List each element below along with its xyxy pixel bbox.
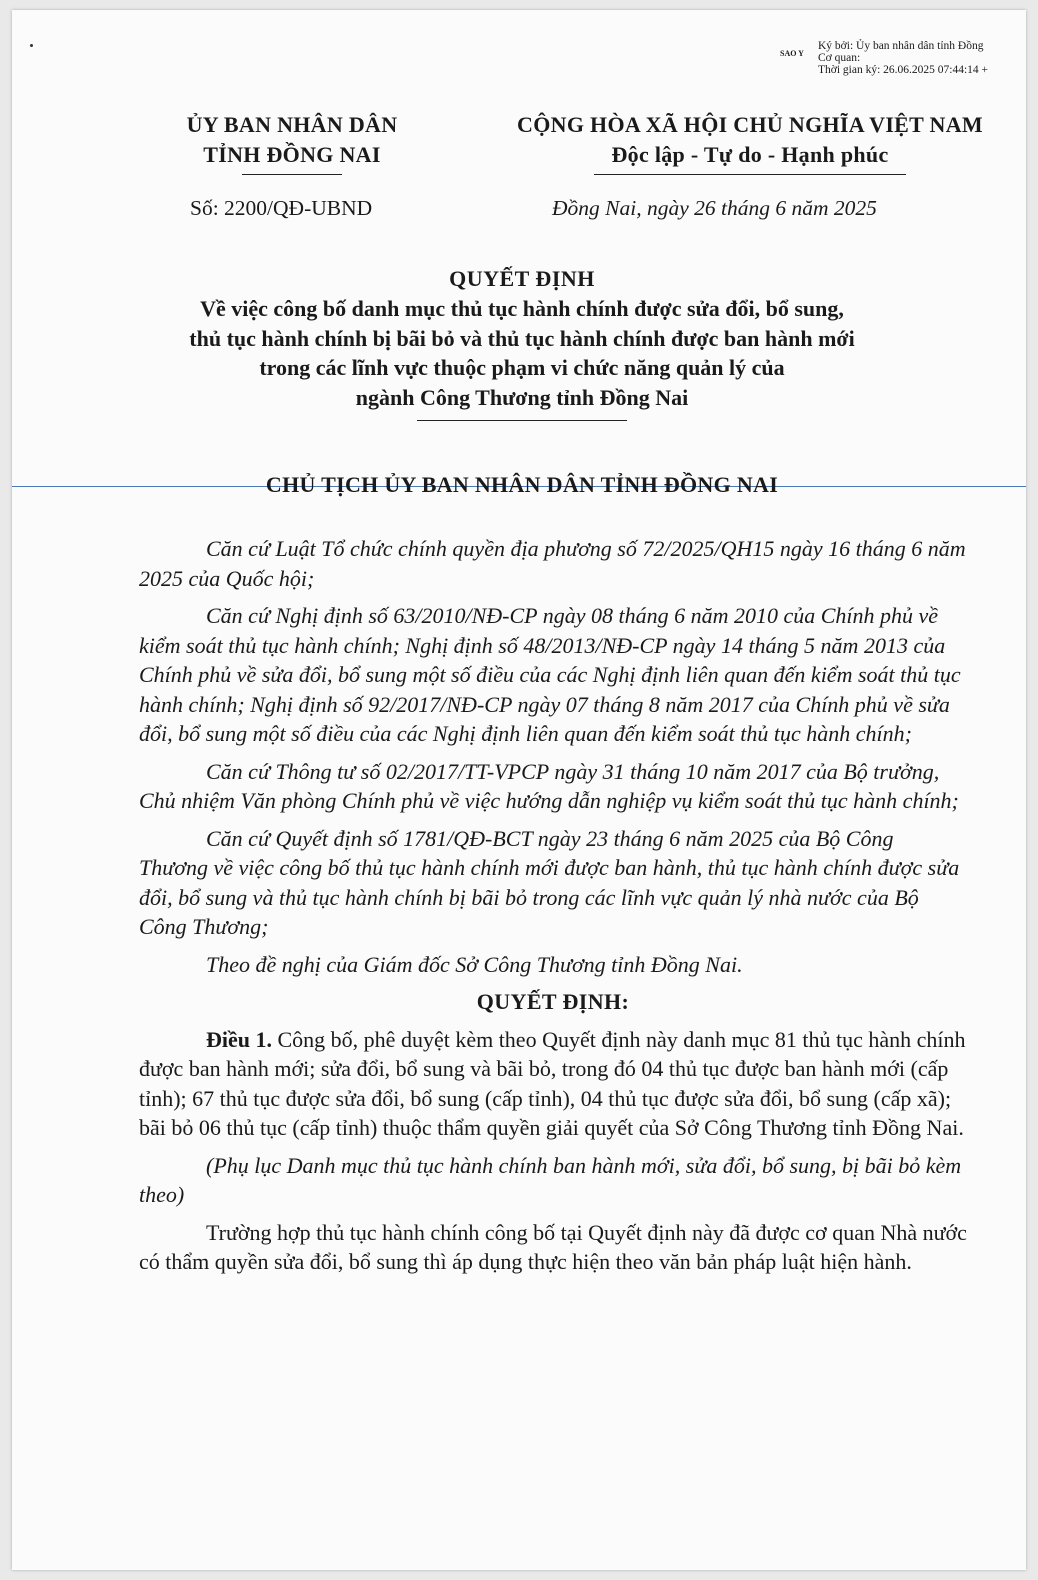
title-line2: thủ tục hành chính bị bãi bỏ và thủ tục hành chính được ban hành mới: [189, 325, 855, 351]
basis-5: Theo đề nghị của Giám đốc Sở Công Thương tỉnh Đồng Nai.: [206, 951, 743, 977]
signed-by: Ký bởi: Ủy ban nhân dân tỉnh Đồng: [818, 40, 984, 52]
title-underline: [417, 420, 627, 421]
issuer-header: [162, 110, 422, 175]
basis-2: Căn cứ Nghị định số 63/2010/NĐ-CP ngày 08 tháng 6 năm 2010 của Chính phủ về kiểm soát thủ tục hành chính; Nghị định số 48/2013/NĐ-CP ngày 14 tháng 5 năm 2013 của Chính phủ về sửa đổi, bổ sung một số điều của các Nghị định liên quan đến kiểm soát thủ tục hành chính; Nghị định số 92/2017/NĐ-CP ngày 07 tháng 8 năm 2017 của Chính phủ về sửa đổi, bổ sung một số điều của các Nghị định liên quan đến kiểm soát thủ tục hành chính;: [139, 603, 961, 746]
scan-speck: [30, 44, 33, 47]
title-heading: QUYẾT ĐỊNH: [449, 266, 595, 291]
article-1-text: Công bố, phê duyệt kèm theo Quyết định này danh mục 81 thủ tục hành chính được ban hành mới; sửa đổi, bổ sung và bãi bỏ, trong đó 04 thủ tục được ban hành mới (cấp tỉnh); 67 thủ tục được sửa đổi, bổ sung (cấp tỉnh), 04 thủ tục được sửa đổi, bổ sung (cấp xã); bãi bỏ 06 thủ tục (cấp tỉnh) thuộc thẩm quyền giải quyết của Sở Công Thương tỉnh Đồng Nai.: [139, 1026, 966, 1140]
authority-heading: CHỦ TỊCH ỦY BAN NHÂN DÂN TỈNH ĐỒNG NAI: [265, 472, 779, 497]
title-line3: trong các lĩnh vực thuộc phạm vi chức năng quản lý của: [259, 355, 785, 380]
article-1-clause: Trường hợp thủ tục hành chính công bố tại Quyết định này đã được cơ quan Nhà nước có thẩm quyền sửa đổi, bổ sung thì áp dụng thực hiện theo văn bản pháp luật hiện hành.: [139, 1219, 967, 1274]
national-motto: Độc lập - Tự do - Hạnh phúc: [611, 142, 889, 167]
appendix-note: (Phụ lục Danh mục thủ tục hành chính ban hành mới, sửa đổi, bổ sung, bị bãi bỏ kèm theo): [139, 1152, 962, 1207]
national-title: CỘNG HÒA XÃ HỘI CHỦ NGHĨA VIỆT NAM: [517, 112, 983, 137]
basis-4: Căn cứ Quyết định số 1781/QĐ-BCT ngày 23 tháng 6 năm 2025 của Bộ Công Thương về việc công bố thủ tục hành chính mới được ban hành, thủ tục hành chính được sửa đổi, bổ sung và thủ tục hành chính bị bãi bỏ trong các lĩnh vực quản lý nhà nước của Bộ Công Thương;: [139, 825, 960, 939]
article-1-label: Điều 1.: [206, 1026, 272, 1052]
document-title: [82, 264, 962, 421]
signing-time: Thời gian ký: 26.06.2025 07:44:14 +: [818, 64, 989, 76]
document-body: [139, 534, 967, 1285]
national-header: [480, 110, 1020, 175]
issuer-underline: [242, 174, 342, 175]
document-number: Số: 2200/QĐ-UBND: [190, 196, 373, 220]
title-line1: Về việc công bố danh mục thủ tục hành chính được sửa đổi, bổ sung,: [200, 296, 844, 321]
basis-1: Căn cứ Luật Tổ chức chính quyền địa phương số 72/2025/QH15 ngày 16 tháng 6 năm 2025 của Quốc hội;: [139, 536, 966, 591]
signing-agency: Cơ quan:: [818, 52, 861, 64]
motto-underline: [594, 174, 906, 175]
article-1: [139, 1025, 967, 1143]
basis-3: Căn cứ Thông tư số 02/2017/TT-VPCP ngày 31 tháng 10 năm 2017 của Bộ trưởng, Chủ nhiệm Văn phòng Chính phủ về việc hướng dẫn nghiệp vụ kiểm soát thủ tục hành chính;: [139, 758, 959, 813]
sao-y-stamp: SAO Y: [780, 49, 804, 58]
document-date: Đồng Nai, ngày 26 tháng 6 năm 2025: [552, 196, 877, 220]
title-line4: ngành Công Thương tỉnh Đồng Nai: [355, 384, 689, 410]
issuer-line1: ỦY BAN NHÂN DÂN: [186, 112, 398, 137]
issuer-line2: TỈNH ĐỒNG NAI: [203, 142, 381, 167]
document-page: [12, 10, 1026, 1570]
decision-heading: QUYẾT ĐỊNH:: [476, 989, 630, 1014]
